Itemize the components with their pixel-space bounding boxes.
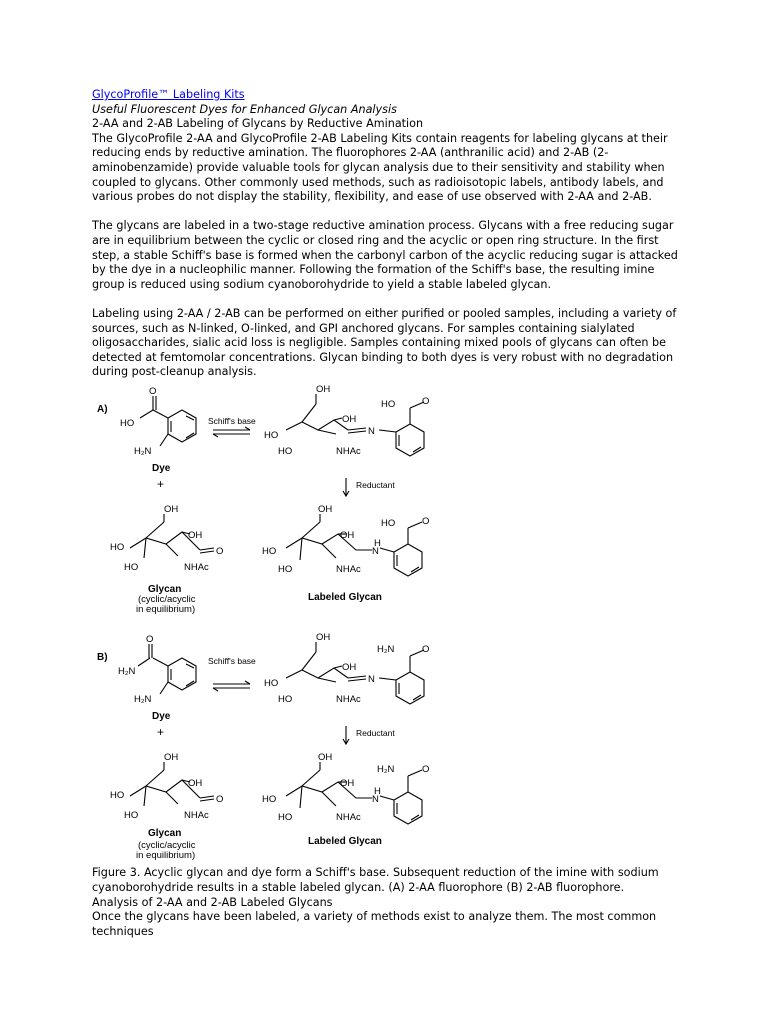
- h2n-label: H₂N: [377, 644, 395, 655]
- dye-2ab-structure: [118, 634, 196, 705]
- panel-a: [97, 384, 429, 615]
- title-link[interactable]: GlycoProfile™ Labeling Kits: [92, 88, 245, 101]
- o-label: O: [422, 396, 430, 407]
- plus-sign-b: +: [157, 725, 165, 739]
- n-label: N: [368, 426, 375, 437]
- h2n-label: H₂N: [134, 694, 152, 705]
- labeled-glycan-structure-b: [262, 752, 429, 824]
- o-label: O: [149, 386, 157, 397]
- ho-label: HO: [124, 810, 139, 821]
- ho-label: HO: [124, 562, 139, 573]
- oh-label: OH: [164, 504, 179, 515]
- analysis-heading: Analysis of 2-AA and 2-AB Labeled Glycans: [92, 895, 333, 909]
- h-label: H: [374, 538, 381, 549]
- reaction-figure: [90, 382, 690, 866]
- h2n-label: H₂N: [118, 666, 136, 677]
- glycan-label-a: Glycan: [148, 584, 182, 595]
- oh-label: OH: [188, 530, 203, 541]
- oh-label: OH: [340, 530, 355, 541]
- oh-label: OH: [342, 662, 357, 673]
- schiffs-base-product-a: [264, 384, 429, 457]
- nhac-label: NHAc: [336, 446, 361, 457]
- nhac-label: NHAc: [336, 694, 361, 705]
- n-label: N: [372, 794, 379, 805]
- ho-label: HO: [278, 446, 293, 457]
- glycan-label-b: Glycan: [148, 828, 182, 839]
- nhac-label: NHAc: [184, 810, 209, 821]
- glycan-note-line1-b: (cyclic/acyclic: [138, 840, 196, 851]
- paragraph-1: The GlycoProfile 2-AA and GlycoProfile 2-AB Labeling Kits contain reagents for labeling glycans at their reducing ends by reductive amination. The fluorophores 2-AA (anthranilic acid) and 2-AB (2-aminobenzamide) provide valuable tools for glycan analysis due to their sensitivity and stability when coupled to glycans. Other commonly used methods, such as radioisotopic labels, antibody labels, and various probes do not display the stability, flexibility, and ease of use observed with 2-AA and 2-AB.: [92, 131, 668, 204]
- panel-b-label: B): [97, 652, 108, 663]
- panel-a-label: A): [97, 404, 108, 415]
- o-label: O: [216, 546, 224, 557]
- o-label: O: [146, 634, 154, 645]
- labeled-glycan-label-b: Labeled Glycan: [308, 836, 382, 847]
- oh-label: OH: [316, 384, 331, 395]
- glycan-note-line2-b: in equilibrium): [136, 850, 196, 861]
- schiffs-base-label-a: Schiff's base: [208, 416, 256, 426]
- oh-label: OH: [342, 414, 357, 425]
- oh-label: OH: [318, 504, 333, 515]
- schiffs-base-label-b: Schiff's base: [208, 656, 256, 666]
- labeled-glycan-structure-a: [262, 504, 429, 576]
- panel-b: [97, 632, 429, 861]
- dye-2aa-structure: [120, 386, 196, 457]
- n-label: N: [372, 546, 379, 557]
- o-label: O: [422, 516, 430, 527]
- section-heading: 2-AA and 2-AB Labeling of Glycans by Reductive Amination: [92, 117, 424, 131]
- ho-label: HO: [264, 678, 279, 689]
- ho-label: HO: [110, 542, 125, 553]
- o-label: O: [216, 794, 224, 805]
- reductant-label-a: Reductant: [356, 480, 395, 490]
- analysis-text: Once the glycans have been labeled, a variety of methods exist to analyze them. The most common techniques: [92, 910, 657, 939]
- ho-label: HO: [278, 694, 293, 705]
- labeled-glycan-label-a: Labeled Glycan: [308, 592, 382, 603]
- oh-label: OH: [340, 778, 355, 789]
- ho-label: HO: [120, 418, 135, 429]
- n-label: N: [368, 674, 375, 685]
- plus-sign-a: +: [157, 477, 165, 491]
- ho-label: HO: [110, 790, 125, 801]
- nhac-label: NHAc: [336, 812, 361, 823]
- ho-label: HO: [262, 794, 277, 805]
- paragraph-2: The glycans are labeled in a two-stage reductive amination process. Glycans with a free reducing sugar are in equilibrium between the cyclic or closed ring and the acyclic or open ring structure. In the first step, a stable Schiff's base is formed when the carbonyl carbon of the acyclic reducing sugar is attacked by the dye in a nucleophilic manner. Following the formation of the Schiff's base, the resulting imine group is reduced using sodium cyanoborohydride to yield a stable labeled glycan.: [92, 219, 678, 291]
- o-label: O: [422, 644, 430, 655]
- ho-label: HO: [278, 564, 293, 575]
- glycan-structure-b: [110, 752, 223, 821]
- schiffs-base-product-b: [264, 632, 429, 705]
- oh-label: OH: [164, 752, 179, 763]
- ho-label: HO: [381, 399, 396, 410]
- subtitle: Useful Fluorescent Dyes for Enhanced Glycan Analysis: [92, 102, 397, 116]
- ho-label: HO: [262, 546, 277, 557]
- dye-label-b: Dye: [152, 711, 171, 722]
- nhac-label: NHAc: [184, 562, 209, 573]
- glycan-structure-a: [110, 504, 223, 573]
- reductant-label-b: Reductant: [356, 728, 395, 738]
- oh-label: OH: [188, 778, 203, 789]
- oh-label: OH: [316, 632, 331, 643]
- ho-label: HO: [278, 812, 293, 823]
- h-label: H: [374, 786, 381, 797]
- ho-label: HO: [381, 518, 396, 529]
- nhac-label: NHAc: [336, 564, 361, 575]
- oh-label: OH: [318, 752, 333, 763]
- h2n-label: H₂N: [134, 446, 152, 457]
- glycan-note-line2-a: in equilibrium): [136, 604, 196, 615]
- o-label: O: [422, 764, 430, 775]
- body-text-bottom: [92, 866, 692, 940]
- glycan-note-line1-a: (cyclic/acyclic: [138, 594, 196, 605]
- paragraph-3: Labeling using 2-AA / 2-AB can be performed on either purified or pooled samples, including a variety of sources, such as N-linked, O-linked, and GPI anchored glycans. For samples containing sialylated oligosaccharides, sialic acid loss is negligible. Samples containing mixed pools of glycans can often be detected at femtomolar concentrations. Glycan binding to both dyes is very robust with no degradation during post-cleanup analysis.: [92, 306, 677, 379]
- figure-caption: Figure 3. Acyclic glycan and dye form a Schiff's base. Subsequent reduction of the imine with sodium cyanoborohydride results in a stable labeled glycan. (A) 2-AA fluorophore (B) 2-AB fluorophore.: [92, 866, 659, 894]
- dye-label-a: Dye: [152, 463, 171, 474]
- h2n-label: H₂N: [377, 764, 395, 775]
- body-text-top: [92, 88, 682, 380]
- ho-label: HO: [264, 430, 279, 441]
